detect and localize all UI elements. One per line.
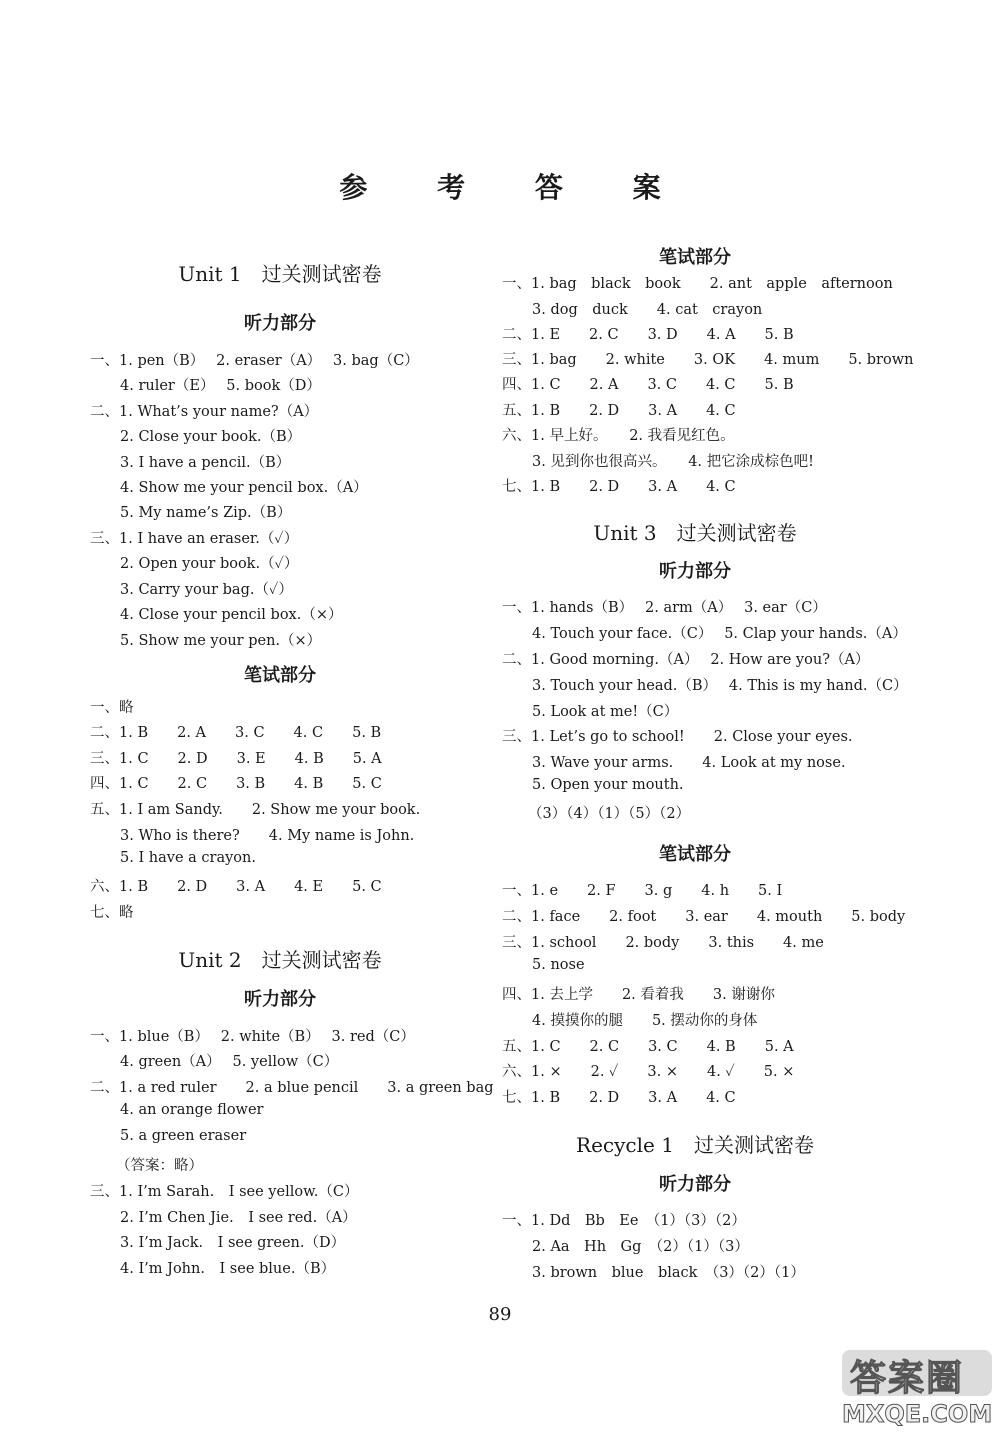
answer-line: 4. I’m John. I see blue.（B） (120, 1261, 336, 1277)
answer-line: 3. I have a pencil.（B） (120, 455, 291, 471)
answer-line: 三、1. Let’s go to school! 2. Close your eyes. (502, 729, 853, 745)
answer-line: 三、1. bag 2. white 3. OK 4. mum 5. brown (502, 352, 914, 368)
answer-line: 四、1. C 2. C 3. B 4. B 5. C (90, 776, 382, 792)
answer-line: 五、1. B 2. D 3. A 4. C (502, 403, 736, 419)
answer-line: 2. Aa Hh Gg （2）（1）（3） (532, 1239, 749, 1255)
answer-line: 4. 摸摸你的腿 5. 摆动你的身体 (532, 1013, 758, 1029)
answer-line: 一、1. blue（B） 2. white（B） 3. red（C） (90, 1029, 415, 1045)
answer-line: 4. Close your pencil box.（×） (120, 607, 343, 623)
answer-line: 二、1. a red ruler 2. a blue pencil 3. a green bag (90, 1080, 494, 1096)
answer-line: 5. a green eraser (120, 1128, 247, 1144)
answer-line: 5. I have a crayon. (120, 850, 256, 866)
recycle1-title: Recycle 1 过关测试密卷 (576, 1133, 814, 1157)
answer-line: 七、1. B 2. D 3. A 4. C (502, 479, 736, 495)
answer-line: 3. Wave your arms. 4. Look at my nose. (532, 755, 846, 771)
answer-line: 4. Show me your pencil box.（A） (120, 480, 368, 496)
unit3-title: Unit 3 过关测试密卷 (593, 521, 797, 545)
answer-line: 六、1. 早上好。 2. 我看见红色。 (502, 428, 735, 444)
answer-line: 一、1. hands（B） 2. arm（A） 3. ear（C） (502, 600, 827, 616)
answer-line: 一、1. e 2. F 3. g 4. h 5. I (502, 883, 783, 899)
answer-line: 5. Show me your pen.（×） (120, 633, 322, 649)
answer-line: （3）（4）（1）（5）（2） (528, 806, 691, 822)
answer-line: 七、略 (90, 905, 134, 921)
answer-line: 一、1. bag black book 2. ant apple afternoon (502, 276, 893, 292)
answer-line: 二、1. E 2. C 3. D 4. A 5. B (502, 327, 794, 343)
answer-line: 2. I’m Chen Jie. I see red.（A） (120, 1210, 357, 1226)
answer-line: 2. Open your book.（✓） (120, 556, 299, 572)
answer-line: 七、1. B 2. D 3. A 4. C (502, 1090, 736, 1106)
answer-line: 三、1. school 2. body 3. this 4. me (502, 935, 824, 951)
unit2-title: Unit 2 过关测试密卷 (178, 948, 382, 972)
answer-line: 5. Open your mouth. (532, 777, 684, 793)
unit3-listening-heading: 听力部分 (659, 561, 731, 582)
answer-line: 5. My name’s Zip.（B） (120, 505, 292, 521)
answer-line: 二、1. Good morning.（A） 2. How are you?（A） (502, 652, 870, 668)
answer-line: 3. Carry your bag.（✓） (120, 582, 293, 598)
unit2-written-heading: 笔试部分 (659, 247, 731, 268)
unit1-listening-heading: 听力部分 (244, 313, 316, 334)
answer-line: 3. dog duck 4. cat crayon (532, 302, 763, 318)
page-title: 参 考 答 案 (339, 171, 691, 204)
answer-line: 4. ruler（E） 5. book（D） (120, 378, 321, 394)
answer-line: 5. nose (532, 957, 585, 973)
answer-line: 5. Look at me!（C） (532, 704, 679, 720)
unit1-title: Unit 1 过关测试密卷 (178, 262, 382, 286)
recycle1-listening-heading: 听力部分 (659, 1174, 731, 1195)
answer-line: 三、1. I’m Sarah. I see yellow.（C） (90, 1184, 359, 1200)
answer-line: 二、1. face 2. foot 3. ear 4. mouth 5. body (502, 909, 906, 925)
answer-line: 一、略 (90, 700, 134, 716)
answer-line: 三、1. I have an eraser.（✓） (90, 531, 299, 547)
answer-line: 五、1. C 2. C 3. C 4. B 5. A (502, 1039, 794, 1055)
answer-line: 一、1. Dd Bb Ee （1）（3）（2） (502, 1213, 746, 1229)
answer-line: 三、1. C 2. D 3. E 4. B 5. A (90, 751, 382, 767)
watermark-bottom-text: MXQE.COM (842, 1400, 993, 1428)
page-number: 89 (488, 1304, 512, 1325)
unit3-written-heading: 笔试部分 (659, 844, 731, 865)
unit1-written-heading: 笔试部分 (244, 665, 316, 686)
answer-line: 4. Touch your face.（C） 5. Clap your hands.（A） (532, 626, 907, 642)
answer-line: 2. Close your book.（B） (120, 429, 302, 445)
answer-line: 二、1. What’s your name?（A） (90, 404, 319, 420)
answer-line: 4. an orange flower (120, 1102, 264, 1118)
answer-line: 4. green（A） 5. yellow（C） (120, 1054, 339, 1070)
unit2-listening-heading: 听力部分 (244, 989, 316, 1010)
answer-line: 六、1. B 2. D 3. A 4. E 5. C (90, 879, 382, 895)
answer-line: 3. 见到你也很高兴。 4. 把它涂成棕色吧! (532, 454, 814, 470)
answer-line: 四、1. 去上学 2. 看着我 3. 谢谢你 (502, 987, 775, 1003)
answer-line: 3. I’m Jack. I see green.（D） (120, 1235, 346, 1251)
answer-line: 四、1. C 2. A 3. C 4. C 5. B (502, 377, 794, 393)
answer-line: 六、1. × 2. ✓ 3. × 4. ✓ 5. × (502, 1064, 795, 1080)
answer-line: 3. Touch your head.（B） 4. This is my hand.（C） (532, 678, 908, 694)
answer-line: 二、1. B 2. A 3. C 4. C 5. B (90, 725, 382, 741)
answer-line: 一、1. pen（B） 2. eraser（A） 3. bag（C） (90, 353, 419, 369)
answer-line: （答案：略） (116, 1158, 203, 1174)
watermark-top-text: 答案圈 (850, 1358, 965, 1399)
watermark-logo (828, 1346, 998, 1434)
answer-line: 3. brown blue black （3）（2）（1） (532, 1265, 805, 1281)
answer-line: 五、1. I am Sandy. 2. Show me your book. (90, 802, 421, 818)
answer-line: 3. Who is there? 4. My name is John. (120, 828, 415, 844)
